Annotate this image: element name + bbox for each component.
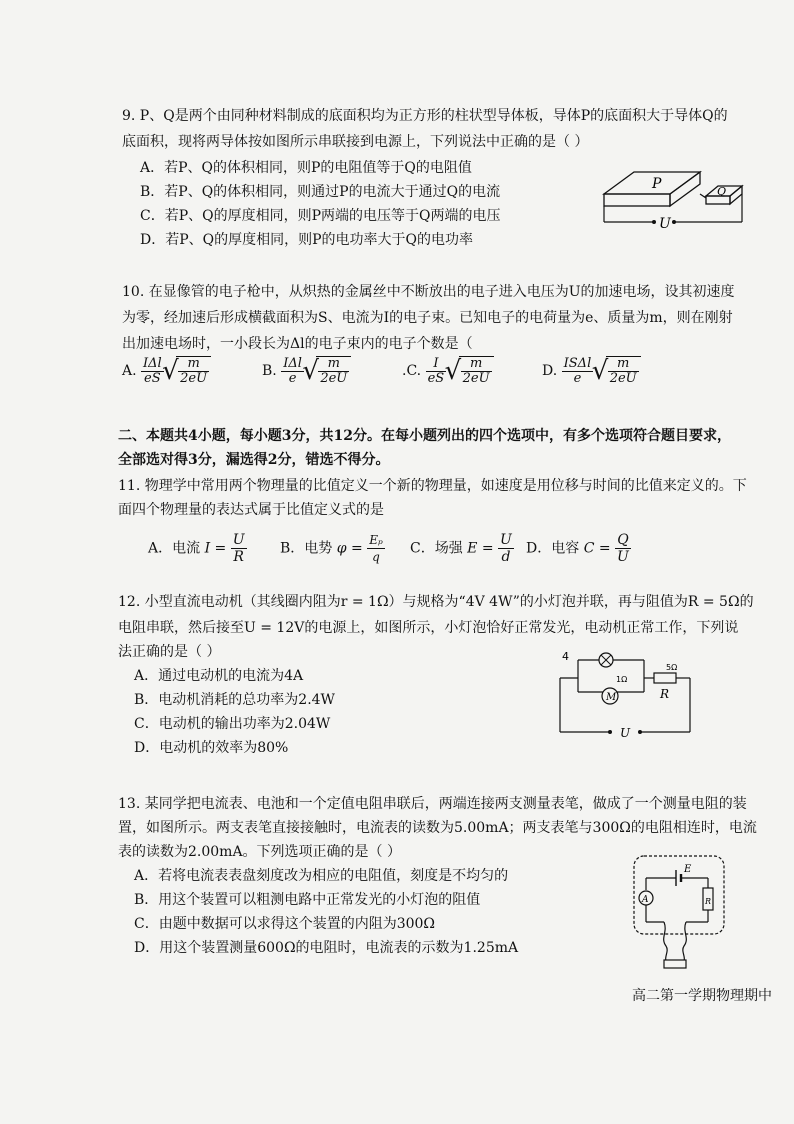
q9-option-b: B．若P、Q的体积相同，则通过P的电流大于通过Q的电流: [140, 184, 501, 200]
svg-text:U: U: [620, 726, 631, 740]
q13-option-b: B．用这个装置可以粗测电路中正常发光的小灯泡的阻值: [134, 892, 481, 908]
q10-option-d: [542, 356, 641, 392]
q13-stem-line2: 置，如图所示。两支表笔直接接触时，电流表的读数为5.00mA；两支表笔与300Ω的电阻相连时，电流: [118, 820, 757, 836]
q9-option-d: D．若P、Q的厚度相同，则P的电功率大于Q的电功率: [140, 232, 474, 248]
q10-option-d-label: D.: [542, 363, 558, 379]
q10-option-c-sqrt: √ $\frac{m}{2eU}$: [455, 356, 494, 386]
q9-fig-label-q: Q: [717, 185, 727, 198]
q12-option-a: A．通过电动机的电流为4A: [134, 668, 304, 684]
q10-option-a-fraction: $\frac{\text{IΔl}}{eS}$: [143, 355, 162, 386]
q12-resistor-icon: [654, 673, 676, 683]
q9-fig-label-u: U: [659, 216, 671, 232]
q10-option-b-fraction: $\frac{\text{IΔl}}{e}$: [283, 355, 302, 386]
q13-option-d: D．用这个装置测量600Ω的电阻时，电流表的示数为1.25mA: [134, 940, 519, 956]
q9-option-a: A．若P、Q的体积相同，则P的电阻值等于Q的电阻值: [140, 160, 472, 176]
q11-stem-line2: 面四个物理量的表达式属于比值定义式的是: [118, 502, 384, 518]
svg-text:1Ω: 1Ω: [616, 675, 628, 684]
svg-text:R: R: [705, 897, 712, 906]
q10-stem-line1: 10. 在显像管的电子枪中，从炽热的金属丝中不断放出的电子进入电压为U的加速电场，设其初速度: [122, 284, 735, 300]
q10-option-b: [262, 356, 351, 392]
q12-option-b: B．电动机消耗的总功率为2.4W: [134, 692, 335, 708]
svg-text:5Ω: 5Ω: [666, 663, 678, 672]
q9-fig-label-p: P: [652, 176, 662, 192]
q10-option-b-sqrt: √ $\frac{m}{2eU}$: [312, 356, 351, 386]
q13-stem-line1: 13. 某同学把电流表、电池和一个定值电阻串联后，两端连接两支测量表笔，做成了一个测量电阻的装: [118, 796, 747, 812]
q9-option-c: C．若P、Q的厚度相同，则P两端的电压等于Q两端的电压: [140, 208, 501, 224]
q10-stem-line2: 为零，经加速后形成横截面积为S、电流为I的电子束。已知电子的电荷量为e、质量为m，则在刚射: [122, 310, 733, 326]
q9-stem-line1: 9. P、Q是两个由同种材料制成的底面积均为正方形的柱状型导体板，导体P的底面积大于导体Q的: [122, 108, 728, 124]
q10-option-a: [122, 356, 211, 392]
q13-option-c: C．由题中数据可以求得这个装置的内阻为300Ω: [134, 916, 436, 932]
q11-option-b: B．电势 φ = $\frac{\text{Eₚ}}{q}$: [280, 533, 383, 564]
q9-conductor-figure: [592, 162, 760, 240]
q12-stem-line2: 电阻串联，然后接至U = 12V的电源上，如图所示，小灯泡恰好正常发光，电动机正常工作，下列说: [118, 620, 739, 636]
q11-option-d: D．电容 C = $\frac{Q}{U}$: [526, 532, 629, 565]
section2-instructions-line2: 全部选对得3分，漏选得2分，错选不得分。: [118, 452, 390, 468]
q12-option-d: D．电动机的效率为80%: [134, 740, 289, 756]
svg-text:R: R: [660, 687, 670, 701]
q13-option-a: A．若将电流表表盘刻度改为相应的电阻值，刻度是不均匀的: [134, 868, 509, 884]
q11-option-c: C．场强 E = $\frac{U}{d}$: [410, 532, 512, 565]
q10-option-c-label: .C.: [402, 363, 422, 379]
q13-stem-line3: 表的读数为2.00mA。下列选项正确的是（ ）: [118, 844, 402, 860]
svg-text:A: A: [642, 895, 649, 905]
svg-text:M: M: [606, 692, 617, 703]
q10-option-c-fraction: $\frac{I}{eS}$: [427, 355, 445, 386]
q12-stem-line1: 12. 小型直流电动机（其线圈内阻为r = 1Ω）与规格为“4V 4W”的小灯泡并联，再与阻值为R = 5Ω的: [118, 594, 754, 610]
q10-option-b-label: B.: [262, 363, 277, 379]
q12-option-c: C．电动机的输出功率为2.04W: [134, 716, 331, 732]
q10-option-a-sqrt: √ $\frac{m}{2eU}$: [172, 356, 211, 386]
svg-text:E: E: [684, 864, 692, 875]
q13-ohmmeter-figure: [624, 852, 730, 974]
section2-instructions-line1: 二、本题共4小题，每小题3分，共12分。在每小题列出的四个选项中，有多个选项符合题目要求，: [118, 428, 731, 444]
q11-stem-line1: 11. 物理学中常用两个物理量的比值定义一个新的物理量，如速度是用位移与时间的比值来定义的。下: [118, 478, 747, 494]
q10-option-a-label: A.: [122, 363, 137, 379]
q12-stem-line3: 法正确的是（ ）: [118, 644, 221, 660]
q11-option-a: A．电流 I = $\frac{U}{R}$: [148, 532, 245, 565]
q12-circuit-figure: [552, 646, 702, 742]
q10-option-d-fraction: $\frac{\text{ISΔl}}{e}$: [563, 355, 592, 386]
q10-stem-line3: 出加速电场时，一小段长为Δl的电子束内的电子个数是（: [122, 336, 473, 352]
q10-option-c: [402, 356, 494, 392]
q10-option-d-sqrt: √ $\frac{m}{2eU}$: [602, 356, 641, 386]
q12-fig-handwritten-4: 4: [562, 650, 569, 663]
q9-stem-line2: 底面积，现将两导体按如图所示串联接到电源上，下列说法中正确的是（ ）: [122, 134, 589, 150]
page-footer: 高二第一学期物理期中: [632, 988, 772, 1004]
